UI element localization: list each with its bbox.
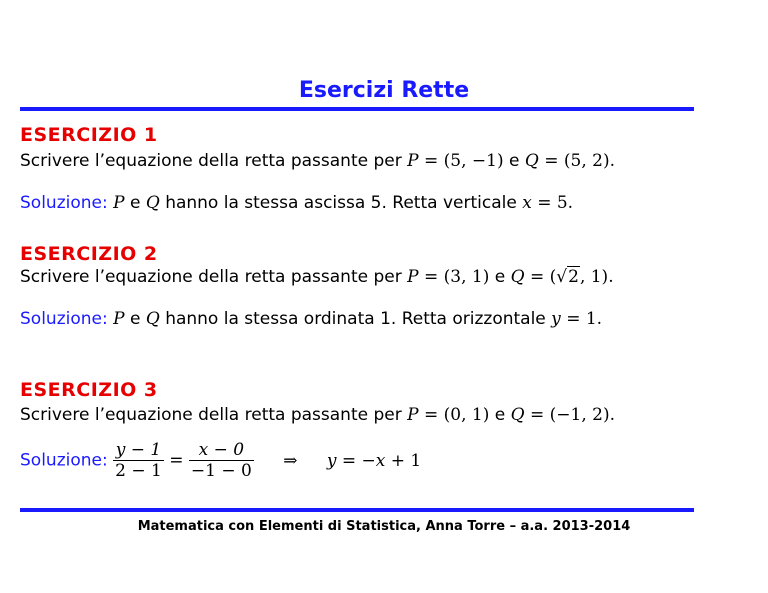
- footer-rule: [20, 508, 694, 512]
- exercise-2-solution: Soluzione: P e Q hanno la stessa ordinata 1. Retta orizzontale y = 1.: [20, 309, 603, 329]
- implies-symbol: ⇒: [283, 450, 298, 471]
- sqrt-symbol: √2: [556, 267, 579, 287]
- slide-title: Esercizi Rette: [298, 78, 470, 103]
- footer-text: Matematica con Elementi di Statistica, Anna Torre – a.a. 2013-2014: [137, 519, 631, 534]
- exercise-3-solution: Soluzione: $\frac{y - 1}{2 - 1}$ = $\frac{x - 0}{-1 - 0}$ ⇒ y = −x + 1: [20, 440, 422, 481]
- exercise-2-heading: ESERCIZIO 2: [20, 243, 158, 265]
- exercise-2-statement: Scrivere l’equazione della retta passante per P = (3, 1) e Q = (√2, 1).: [20, 267, 614, 287]
- fraction-1: $\frac{y - 1}{2 - 1}$: [115, 440, 162, 481]
- exercise-1-heading: ESERCIZIO 1: [20, 124, 158, 146]
- exercise-1-solution: Soluzione: P e Q hanno la stessa ascissa 5. Retta verticale x = 5.: [20, 193, 574, 213]
- fraction-2: $\frac{x - 0}{-1 - 0}$: [190, 440, 252, 481]
- exercise-3-heading: ESERCIZIO 3: [20, 379, 158, 401]
- exercise-3-statement: Scrivere l’equazione della retta passante per P = (0, 1) e Q = (−1, 2).: [20, 405, 615, 425]
- title-rule: [20, 107, 694, 111]
- exercise-1-statement: Scrivere l’equazione della retta passante per P = (5, −1) e Q = (5, 2).: [20, 151, 615, 171]
